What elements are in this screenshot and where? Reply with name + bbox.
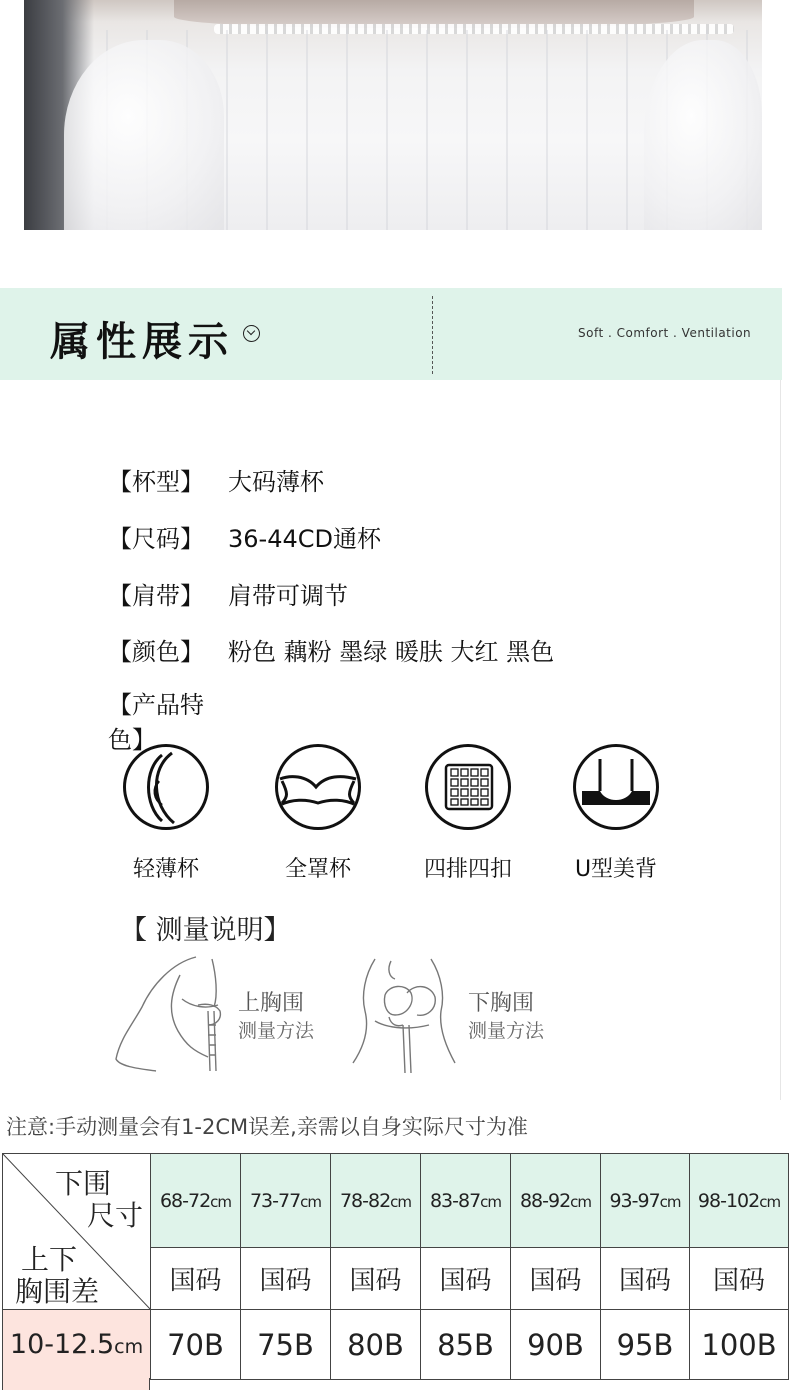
table-header-cell	[151, 1154, 241, 1248]
diff-unit: cm	[114, 1336, 144, 1358]
corner-label: 胸围差	[15, 1275, 100, 1308]
table-header-cell	[511, 1154, 601, 1248]
photo-sleeve-right	[644, 40, 762, 230]
attribute-row	[108, 519, 381, 554]
table-cell: 95B	[601, 1310, 690, 1380]
attribute-key: 【杯型】	[108, 468, 204, 496]
table-cell: 80B	[331, 1310, 421, 1380]
u-back-icon	[573, 744, 659, 830]
attribute-key: 【尺码】	[108, 525, 204, 553]
attribute-value: 36-44CD通杯	[228, 525, 381, 553]
attribute-key: 【颜色】	[108, 638, 204, 666]
measurement-note: 注意:手动测量会有1-2CM误差,亲需以自身实际尺寸为准	[6, 1115, 528, 1139]
table-cell: 国码	[690, 1248, 789, 1310]
table-corner-cell	[3, 1154, 151, 1310]
range-value: 88-92	[519, 1189, 571, 1212]
header-divider	[432, 296, 433, 374]
feature-label: 全罩杯	[284, 857, 351, 882]
full-cup-icon	[275, 744, 361, 830]
feature-label: 轻薄杯	[132, 857, 199, 882]
table-header-cell	[331, 1154, 421, 1248]
corner-label: 尺寸	[87, 1199, 144, 1232]
attribute-key: 【产品特色】	[108, 691, 204, 754]
size-table	[2, 1153, 789, 1380]
under-bust-method: 测量方法	[468, 1020, 545, 1042]
feature-four-hooks	[398, 744, 538, 883]
table-cell: 90B	[511, 1310, 601, 1380]
range-unit: cm	[659, 1192, 681, 1211]
attribute-value: 肩带可调节	[228, 582, 348, 610]
table-row-header	[3, 1310, 151, 1380]
upper-bust-label: 上胸围	[238, 991, 305, 1016]
under-bust-figure	[345, 955, 465, 1075]
table-cell: 75B	[241, 1310, 331, 1380]
table-row	[3, 1310, 789, 1380]
table-cell: 70B	[151, 1310, 241, 1380]
table-cell: 国码	[421, 1248, 511, 1310]
attribute-row	[108, 462, 324, 497]
table-cell: 85B	[421, 1310, 511, 1380]
range-unit: cm	[480, 1192, 502, 1211]
range-value: 93-97	[609, 1189, 660, 1212]
feature-u-back	[546, 744, 686, 883]
attribute-row	[108, 576, 348, 611]
table-cell: 国码	[331, 1248, 421, 1310]
range-value: 73-77	[249, 1189, 301, 1212]
feature-thin-cup	[96, 744, 236, 883]
attribute-row	[108, 632, 555, 667]
section-header	[0, 288, 782, 380]
page-edge-line	[780, 380, 781, 1100]
table-cell: 国码	[511, 1248, 601, 1310]
range-unit: cm	[210, 1192, 232, 1211]
upper-bust-method: 测量方法	[238, 1020, 315, 1042]
range-unit: cm	[570, 1192, 592, 1211]
table-cell: 国码	[241, 1248, 331, 1310]
table-header-cell	[601, 1154, 690, 1248]
range-value: 78-82	[339, 1189, 391, 1212]
table-header-cell	[421, 1154, 511, 1248]
attribute-value: 粉色 藕粉 墨绿 暖肤 大红 黑色	[228, 638, 555, 666]
corner-label: 下围	[55, 1167, 112, 1200]
photo-sleeve-left	[64, 40, 224, 230]
table-cell: 国码	[151, 1248, 241, 1310]
diff-value: 10-12.5	[9, 1329, 115, 1360]
range-unit: cm	[390, 1192, 412, 1211]
table-cell: 100B	[690, 1310, 789, 1380]
upper-bust-figure	[112, 955, 232, 1075]
range-value: 98-102	[697, 1189, 760, 1212]
table-cell: 国码	[601, 1248, 690, 1310]
range-unit: cm	[759, 1192, 781, 1211]
table-next-row-edge	[2, 1378, 788, 1390]
range-unit: cm	[300, 1192, 322, 1211]
table-header-cell	[241, 1154, 331, 1248]
product-photo	[24, 0, 762, 230]
table-row	[3, 1154, 789, 1248]
section-title: 属性展示	[50, 319, 234, 365]
table-header-cell	[690, 1154, 789, 1248]
range-value: 83-87	[429, 1189, 481, 1212]
section-tagline: Soft . Comfort . Ventilation	[578, 326, 752, 340]
thin-cup-icon	[123, 744, 209, 830]
feature-full-cup	[248, 744, 388, 883]
chevron-down-circle-icon	[243, 325, 260, 342]
feature-label: U型美背	[574, 857, 658, 882]
attribute-key: 【肩带】	[108, 582, 204, 610]
four-hooks-icon	[425, 744, 511, 830]
range-value: 68-72	[159, 1189, 211, 1212]
measure-title: 【 测量说明】	[120, 915, 291, 946]
attribute-value: 大码薄杯	[228, 468, 324, 496]
under-bust-label: 下胸围	[468, 991, 535, 1016]
corner-label: 上下	[21, 1243, 78, 1276]
table-next-row-header	[2, 1378, 150, 1390]
feature-label: 四排四扣	[423, 857, 512, 882]
